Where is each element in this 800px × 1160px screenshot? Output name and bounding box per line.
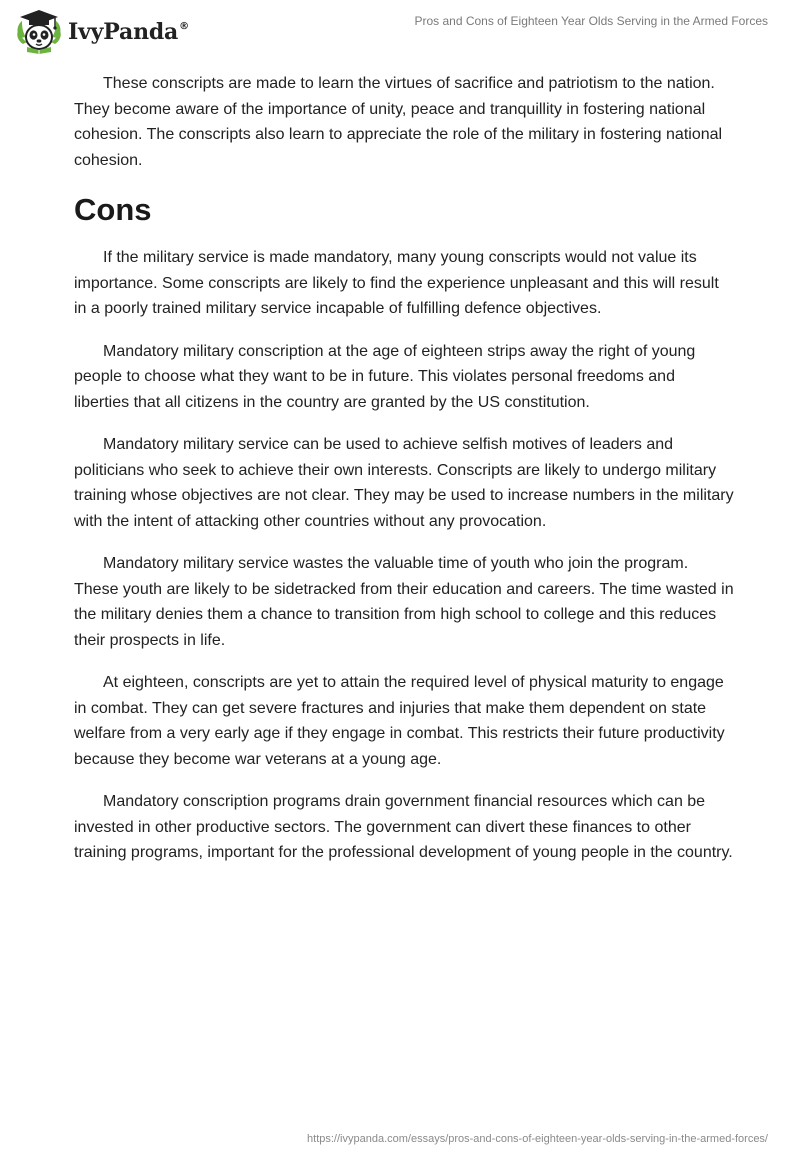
cons-heading: Cons — [74, 192, 152, 227]
cons-paragraph-1: If the military service is made mandatory, many young conscripts would not value its importance. Some conscripts are likely to find the experience unpleasant and this will result in a poorly trained military service incapable of fulfilling defence objectives. — [74, 249, 719, 317]
page-header — [0, 0, 800, 60]
intro-paragraph: These conscripts are made to learn the virtues of sacrifice and patriotism to the nation. They become aware of the importance of unity, peace and tranquillity in fostering national cohesion. The conscripts also learn to appreciate the role of the military in fostering national cohesion. — [74, 75, 723, 169]
cons-paragraph-4: Mandatory military service wastes the valuable time of youth who join the program. These youth are likely to be sidetracked from their education and careers. The time wasted in the military denies them a chance to transition from high school to college and this reduces their prospects in life. — [74, 555, 734, 649]
logo-wordmark: IvyPanda® — [68, 19, 189, 45]
source-url[interactable]: https://ivypanda.com/essays/pros-and-cons-of-eighteen-year-olds-serving-in-the-armed-forces/ — [307, 1133, 768, 1145]
cons-paragraph-3: Mandatory military service can be used to achieve selfish motives of leaders and politicians who seek to achieve their own interests. Conscripts are likely to undergo military training whose objectives are not clear. They may be used to increase numbers in the military with the intent of attacking other countries without any provocation. — [74, 436, 734, 530]
cons-paragraph-5: At eighteen, conscripts are yet to attain the required level of physical maturity to engage in combat. They can get severe fractures and injuries that make them dependent on state welfare from a very early age if they engage in combat. This restricts their future productivity because they become war veterans at a young age. — [74, 674, 725, 768]
cons-paragraph-2: Mandatory military conscription at the age of eighteen strips away the right of young people to choose what they want to be in future. This violates personal freedoms and liberties that all citizens in the country are granted by the US constitution. — [74, 342, 696, 411]
cons-paragraph-6: Mandatory conscription programs drain government financial resources which can be invested in other productive sectors. The government can divert these finances to other training programs, important for the professional development of young people in the country. — [74, 793, 733, 861]
document-title: Pros and Cons of Eighteen Year Olds Serving in the Armed Forces — [414, 14, 768, 28]
registered-mark: ® — [179, 20, 189, 32]
ivypanda-logo[interactable] — [14, 8, 189, 54]
essay-body — [74, 71, 734, 883]
panda-graduate-icon — [14, 8, 64, 54]
